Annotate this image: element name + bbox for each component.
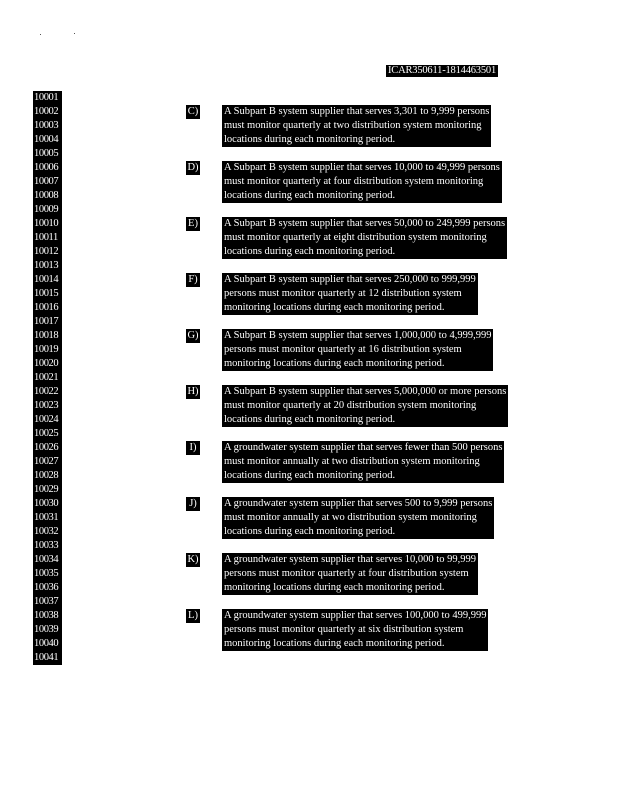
item-text-line: must monitor quarterly at two distribution system monitoring xyxy=(224,120,482,131)
document-id: ICAR350611-1814463501 xyxy=(388,65,496,76)
line-number: 10039 xyxy=(34,624,59,635)
line-number: 10016 xyxy=(34,302,59,313)
item-label: I) xyxy=(186,441,200,455)
line-number: 10038 xyxy=(34,610,59,621)
item-text xyxy=(222,329,493,371)
item-text-line: A groundwater system supplier that serves fewer than 500 persons xyxy=(224,442,503,453)
item-text-line: monitoring locations during each monitoring period. xyxy=(224,358,445,369)
item-text-line: monitoring locations during each monitoring period. xyxy=(224,582,445,593)
item-label: H) xyxy=(187,386,199,397)
item-text-line: persons must monitor quarterly at six distribution system xyxy=(224,624,464,635)
line-number: 10030 xyxy=(34,498,59,509)
line-number: 10034 xyxy=(34,554,59,565)
item-label: K) xyxy=(187,554,199,565)
item-text-line: must monitor annually at two distribution system monitoring xyxy=(224,456,480,467)
item-text-line: must monitor quarterly at four distribution system monitoring xyxy=(224,176,484,187)
item-text-line: A Subpart B system supplier that serves 5,000,000 or more persons xyxy=(224,386,507,397)
item-text-line: A Subpart B system supplier that serves 3,301 to 9,999 persons xyxy=(224,106,490,117)
line-number: 10006 xyxy=(34,162,59,173)
line-number: 10004 xyxy=(34,134,59,145)
line-number: 10023 xyxy=(34,400,59,411)
line-number: 10012 xyxy=(34,246,59,257)
item-text xyxy=(222,273,478,315)
line-number: 10024 xyxy=(34,414,59,425)
line-number: 10019 xyxy=(34,344,59,355)
item-text xyxy=(222,217,507,259)
item-text-line: locations during each monitoring period. xyxy=(224,526,396,537)
item-text-line: A Subpart B system supplier that serves 50,000 to 249,999 persons xyxy=(224,218,506,229)
item-label: J) xyxy=(186,497,200,511)
line-number: 10027 xyxy=(34,456,59,467)
line-number: 10015 xyxy=(34,288,59,299)
item-label: D) xyxy=(187,162,199,173)
line-number-column xyxy=(33,91,62,665)
line-number: 10031 xyxy=(34,512,59,523)
item-text-line: locations during each monitoring period. xyxy=(224,134,396,145)
item-text-line: A Subpart B system supplier that serves 250,000 to 999,999 xyxy=(224,274,476,285)
item-text xyxy=(222,497,494,539)
item-text-line: monitoring locations during each monitoring period. xyxy=(224,638,445,649)
item-label: F) xyxy=(186,273,200,287)
line-number: 10014 xyxy=(34,274,59,285)
item-label: C) xyxy=(187,106,199,117)
line-number: 10022 xyxy=(34,386,59,397)
item-text-line: A groundwater system supplier that serves 500 to 9,999 persons xyxy=(224,498,493,509)
line-number: 10032 xyxy=(34,526,59,537)
line-number: 10033 xyxy=(34,540,59,551)
item-text xyxy=(222,161,502,203)
item-text-line: persons must monitor quarterly at 12 distribution system xyxy=(224,288,462,299)
item-text-line: monitoring locations during each monitoring period. xyxy=(224,302,445,313)
item-text-line: A groundwater system supplier that serves 100,000 to 499,999 xyxy=(224,610,487,621)
item-text xyxy=(222,553,478,595)
line-number: 10017 xyxy=(34,316,59,327)
item-text-line: A groundwater system supplier that serves 10,000 to 99,999 xyxy=(224,554,476,565)
line-number: 10007 xyxy=(34,176,59,187)
scan-speck xyxy=(74,33,75,34)
scan-speck xyxy=(40,34,41,35)
line-number: 10003 xyxy=(34,120,59,131)
item-text xyxy=(222,385,508,427)
item-label: L) xyxy=(186,609,200,623)
line-number: 10018 xyxy=(34,330,59,341)
line-number: 10009 xyxy=(34,204,59,215)
item-text-line: must monitor quarterly at 20 distribution system monitoring xyxy=(224,400,477,411)
line-number: 10010 xyxy=(34,218,59,229)
item-text-line: locations during each monitoring period. xyxy=(224,190,396,201)
item-text-line: locations during each monitoring period. xyxy=(224,246,396,257)
line-number: 10008 xyxy=(34,190,59,201)
line-number: 10011 xyxy=(34,232,58,243)
line-number: 10026 xyxy=(34,442,59,453)
line-number: 10025 xyxy=(34,428,59,439)
item-text-line: A Subpart B system supplier that serves 10,000 to 49,999 persons xyxy=(224,162,500,173)
line-number: 10005 xyxy=(34,148,59,159)
item-text xyxy=(222,105,491,147)
line-number: 10036 xyxy=(34,582,59,593)
line-number: 10021 xyxy=(34,372,59,383)
line-number: 10037 xyxy=(34,596,59,607)
line-number: 10028 xyxy=(34,470,59,481)
item-text-line: locations during each monitoring period. xyxy=(224,470,396,481)
item-text-line: A Subpart B system supplier that serves 1,000,000 to 4,999,999 xyxy=(224,330,492,341)
item-text xyxy=(222,441,504,483)
item-text-line: locations during each monitoring period. xyxy=(224,414,396,425)
line-number: 10002 xyxy=(34,106,59,117)
line-number: 10040 xyxy=(34,638,59,649)
line-number: 10035 xyxy=(34,568,59,579)
line-number: 10001 xyxy=(34,92,59,103)
line-number: 10020 xyxy=(34,358,59,369)
item-text-line: persons must monitor quarterly at 16 distribution system xyxy=(224,344,462,355)
line-number: 10029 xyxy=(34,484,59,495)
item-text xyxy=(222,609,488,651)
item-text-line: must monitor quarterly at eight distribution system monitoring xyxy=(224,232,487,243)
item-text-line: persons must monitor quarterly at four distribution system xyxy=(224,568,469,579)
item-label: E) xyxy=(186,217,200,231)
line-number: 10041 xyxy=(34,652,59,663)
line-number: 10013 xyxy=(34,260,59,271)
item-label: G) xyxy=(187,330,199,341)
item-text-line: must monitor annually at wo distribution system monitoring xyxy=(224,512,477,523)
